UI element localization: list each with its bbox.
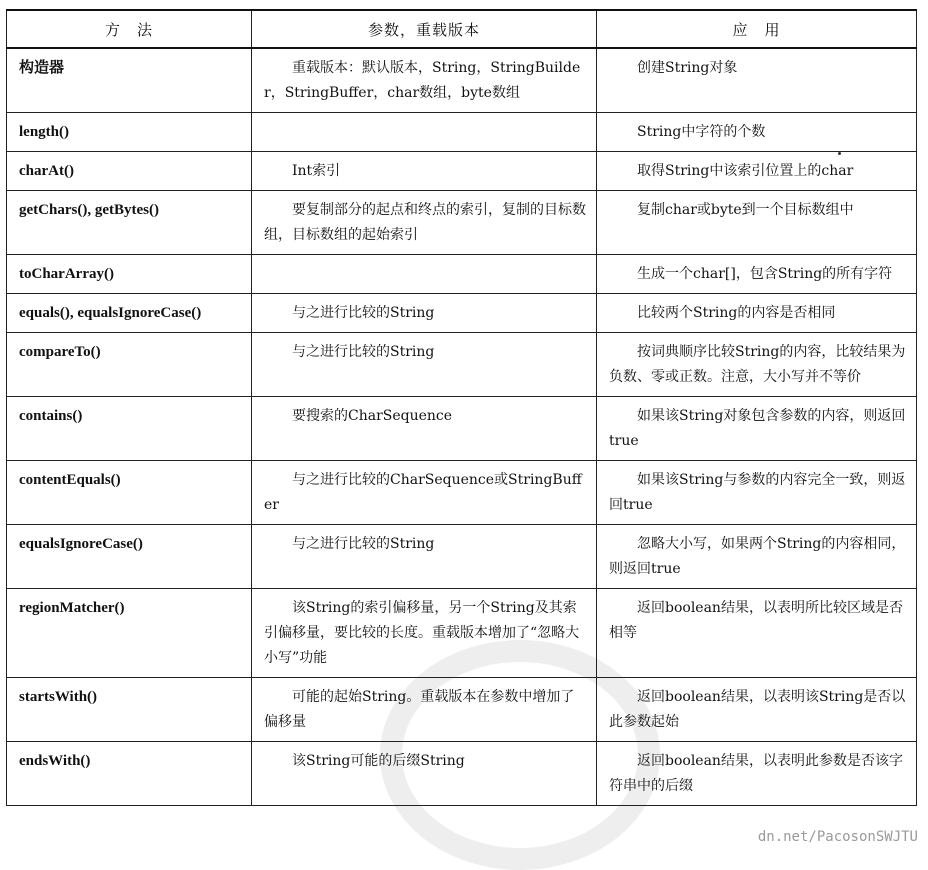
method-cell: contentEquals() <box>7 461 252 525</box>
usage-cell: 生成一个char[]，包含String的所有字符 <box>597 255 917 294</box>
param-cell: 该String的索引偏移量，另一个String及其索引偏移量，要比较的长度。重载版本增加了“忽略大小写”功能 <box>252 589 597 678</box>
param-cell <box>252 113 597 152</box>
string-methods-table <box>6 9 917 806</box>
table-row <box>7 678 917 742</box>
usage-cell: 返回boolean结果，以表明此参数是否该字符串中的后缀 <box>597 742 917 806</box>
method-cell: compareTo() <box>7 333 252 397</box>
usage-cell: 返回boolean结果，以表明所比较区域是否相等 <box>597 589 917 678</box>
table-row <box>7 525 917 589</box>
table-row <box>7 397 917 461</box>
header-params: 参数，重载版本 <box>252 10 597 48</box>
param-cell: 与之进行比较的String <box>252 525 597 589</box>
method-cell: startsWith() <box>7 678 252 742</box>
table-row <box>7 113 917 152</box>
table-row <box>7 461 917 525</box>
watermark-text: dn.net/PacosonSWJTU <box>757 829 918 845</box>
method-cell: length() <box>7 113 252 152</box>
param-cell: 可能的起始String。重载版本在参数中增加了偏移量 <box>252 678 597 742</box>
usage-cell: String中字符的个数 <box>597 113 917 152</box>
method-cell: regionMatcher() <box>7 589 252 678</box>
table-row <box>7 294 917 333</box>
usage-cell: 如果该String对象包含参数的内容，则返回true <box>597 397 917 461</box>
method-cell: equalsIgnoreCase() <box>7 525 252 589</box>
header-row <box>7 10 917 48</box>
header-method: 方 法 <box>7 10 252 48</box>
usage-cell: 取得String中该索引位置上的char <box>597 152 917 191</box>
usage-cell: 按词典顺序比较String的内容，比较结果为负数、零或正数。注意，大小写并不等价 <box>597 333 917 397</box>
param-cell: 要搜索的CharSequence <box>252 397 597 461</box>
param-cell <box>252 255 597 294</box>
method-cell: toCharArray() <box>7 255 252 294</box>
table-row <box>7 152 917 191</box>
param-cell: Int索引 <box>252 152 597 191</box>
param-cell: 要复制部分的起点和终点的索引，复制的目标数组，目标数组的起始索引 <box>252 191 597 255</box>
usage-cell: 比较两个String的内容是否相同 <box>597 294 917 333</box>
method-cell: charAt() <box>7 152 252 191</box>
table-row <box>7 255 917 294</box>
usage-cell: 创建String对象 <box>597 48 917 113</box>
header-usage: 应 用 <box>597 10 917 48</box>
param-cell: 与之进行比较的String <box>252 333 597 397</box>
param-cell: 与之进行比较的CharSequence或StringBuffer <box>252 461 597 525</box>
table-row <box>7 589 917 678</box>
usage-cell: 忽略大小写，如果两个String的内容相同，则返回true <box>597 525 917 589</box>
method-cell: endsWith() <box>7 742 252 806</box>
param-cell: 该String可能的后缀String <box>252 742 597 806</box>
table-row <box>7 191 917 255</box>
speck <box>838 152 841 155</box>
method-cell: contains() <box>7 397 252 461</box>
param-cell: 与之进行比较的String <box>252 294 597 333</box>
method-cell: getChars(), getBytes() <box>7 191 252 255</box>
method-cell: 构造器 <box>7 48 252 113</box>
usage-cell: 复制char或byte到一个目标数组中 <box>597 191 917 255</box>
usage-cell: 如果该String与参数的内容完全一致，则返回true <box>597 461 917 525</box>
table-row <box>7 333 917 397</box>
table-row <box>7 742 917 806</box>
method-cell: equals(), equalsIgnoreCase() <box>7 294 252 333</box>
param-cell: 重载版本：默认版本，String，StringBuilder，StringBuffer，char数组，byte数组 <box>252 48 597 113</box>
table-row <box>7 48 917 113</box>
usage-cell: 返回boolean结果，以表明该String是否以此参数起始 <box>597 678 917 742</box>
